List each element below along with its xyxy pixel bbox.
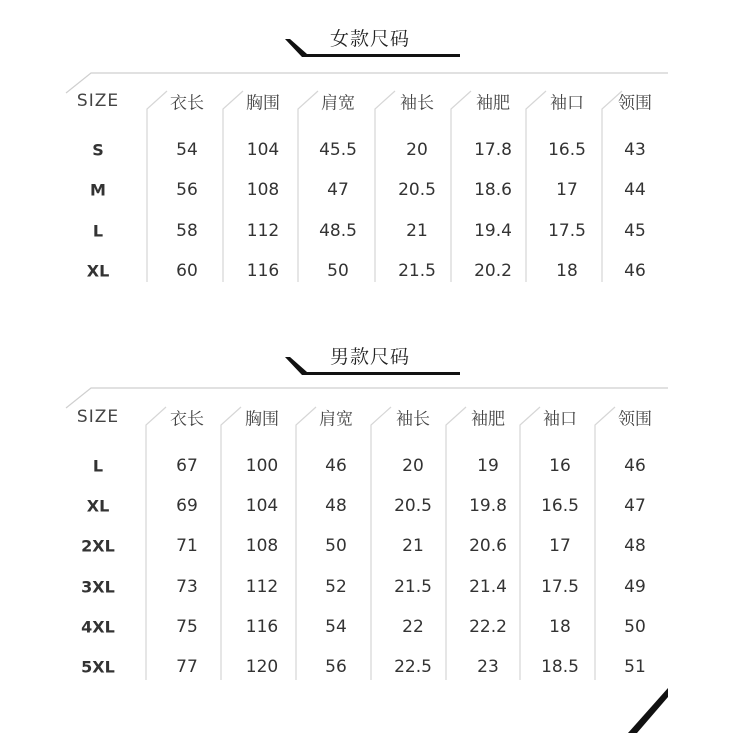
women-title: 女款尺码 [329, 28, 410, 50]
men-table-cell: 104 [245, 496, 279, 517]
men-table-cell: 50 [325, 536, 347, 557]
men-table-cell: 75 [176, 616, 198, 637]
men-size-label: 2XL [81, 536, 115, 556]
men-table-cell: 21.4 [469, 576, 507, 597]
men-title: 男款尺码 [329, 346, 410, 368]
women-size-header: SIZE [76, 91, 120, 111]
women-table-cell: 18.6 [474, 180, 512, 201]
men-table-cell: 18 [549, 616, 571, 637]
men-size-label: 4XL [81, 617, 115, 637]
men-table-cell: 116 [245, 616, 279, 637]
men-table-cell: 22.5 [394, 657, 432, 677]
men-column-header: 袖口 [543, 409, 577, 430]
women-column-header: 袖肥 [476, 93, 510, 114]
men-column-header: 衣长 [170, 409, 204, 430]
men-table-cell: 20.6 [469, 536, 507, 557]
women-table-cell: 45.5 [319, 140, 357, 160]
men-table-cell: 67 [176, 456, 198, 476]
men-table-cell: 48 [325, 496, 347, 517]
women-table-cell: 56 [176, 180, 198, 201]
men-table-cell: 54 [325, 616, 347, 637]
men-table-cell: 16.5 [541, 496, 579, 517]
women-column-header: 衣长 [170, 93, 204, 114]
women-table-cell: 58 [176, 220, 198, 241]
women-table-cell: 47 [327, 180, 349, 201]
women-table-cell: 116 [246, 260, 280, 281]
men-size-label: L [92, 456, 104, 476]
women-table-cell: 17 [556, 180, 578, 201]
men-table-cell: 23 [477, 657, 499, 677]
men-table-cell: 20 [402, 456, 424, 476]
men-column-header: 袖肥 [471, 409, 505, 430]
women-column-header: 袖长 [400, 93, 434, 114]
men-table-cell: 120 [245, 657, 279, 677]
men-table-cell: 71 [176, 536, 198, 557]
women-column-header: 袖口 [550, 93, 584, 114]
women-table-cell: 50 [327, 260, 349, 281]
women-table-cell: 48.5 [319, 220, 357, 241]
women-table-cell: 20 [406, 140, 428, 160]
men-table-cell: 18.5 [541, 657, 579, 677]
men-table-cell: 108 [245, 536, 279, 557]
women-table-cell: 44 [624, 180, 646, 201]
men-size-header: SIZE [76, 407, 120, 427]
women-table-cell: 21.5 [398, 260, 436, 281]
men-size-label: XL [86, 496, 110, 516]
men-size-label: 3XL [81, 577, 115, 597]
women-table-cell: 20.5 [398, 180, 436, 201]
men-table-cell: 17.5 [541, 576, 579, 597]
men-table-cell: 51 [624, 657, 646, 677]
men-column-header: 领围 [618, 409, 652, 430]
women-table-cell: 112 [246, 220, 280, 241]
men-column-header: 胸围 [245, 409, 279, 430]
women-table-cell: 18 [556, 260, 578, 281]
women-table-cell: 104 [246, 140, 280, 160]
men-table-cell: 77 [176, 657, 198, 677]
women-table-cell: 60 [176, 260, 198, 281]
men-table-cell: 48 [624, 536, 646, 557]
men-table-cell: 69 [176, 496, 198, 517]
men-column-header: 袖长 [396, 409, 430, 430]
men-table-cell: 20.5 [394, 496, 432, 517]
men-table-cell: 52 [325, 576, 347, 597]
women-table-cell: 16.5 [548, 140, 586, 160]
women-size-label: L [92, 221, 104, 241]
women-table-cell: 17.8 [474, 140, 512, 160]
men-table-cell: 19 [477, 456, 499, 476]
men-table-cell: 50 [624, 616, 646, 637]
women-table-cell: 43 [624, 140, 646, 160]
women-size-label: M [90, 180, 106, 200]
men-column-header: 肩宽 [319, 409, 353, 430]
women-column-header: 肩宽 [321, 93, 355, 114]
men-table-cell: 49 [624, 576, 646, 597]
men-table-cell: 100 [245, 456, 279, 476]
men-table-cell: 112 [245, 576, 279, 597]
men-table-cell: 22.2 [469, 616, 507, 637]
men-table-cell: 73 [176, 576, 198, 597]
women-table-cell: 45 [624, 220, 646, 241]
men-table-cell: 46 [624, 456, 646, 476]
women-table-cell: 108 [246, 180, 280, 201]
men-table-cell: 21 [402, 536, 424, 557]
women-table-cell: 46 [624, 260, 646, 281]
women-table-cell: 20.2 [474, 260, 512, 281]
women-table-cell: 17.5 [548, 220, 586, 241]
women-column-header: 胸围 [246, 93, 280, 114]
men-size-label: 5XL [81, 657, 115, 677]
men-table-cell: 21.5 [394, 576, 432, 597]
women-table-cell: 54 [176, 140, 198, 160]
women-size-label: XL [86, 261, 110, 281]
women-column-header: 领围 [618, 93, 652, 114]
women-table-cell: 19.4 [474, 220, 512, 241]
men-table-cell: 56 [325, 657, 347, 677]
men-table-cell: 16 [549, 456, 571, 476]
men-table-cell: 19.8 [469, 496, 507, 517]
men-table-cell: 22 [402, 616, 424, 637]
men-table-cell: 17 [549, 536, 571, 557]
women-table-cell: 21 [406, 220, 428, 241]
women-size-label: S [92, 140, 104, 160]
men-table-cell: 46 [325, 456, 347, 476]
men-table-cell: 47 [624, 496, 646, 517]
